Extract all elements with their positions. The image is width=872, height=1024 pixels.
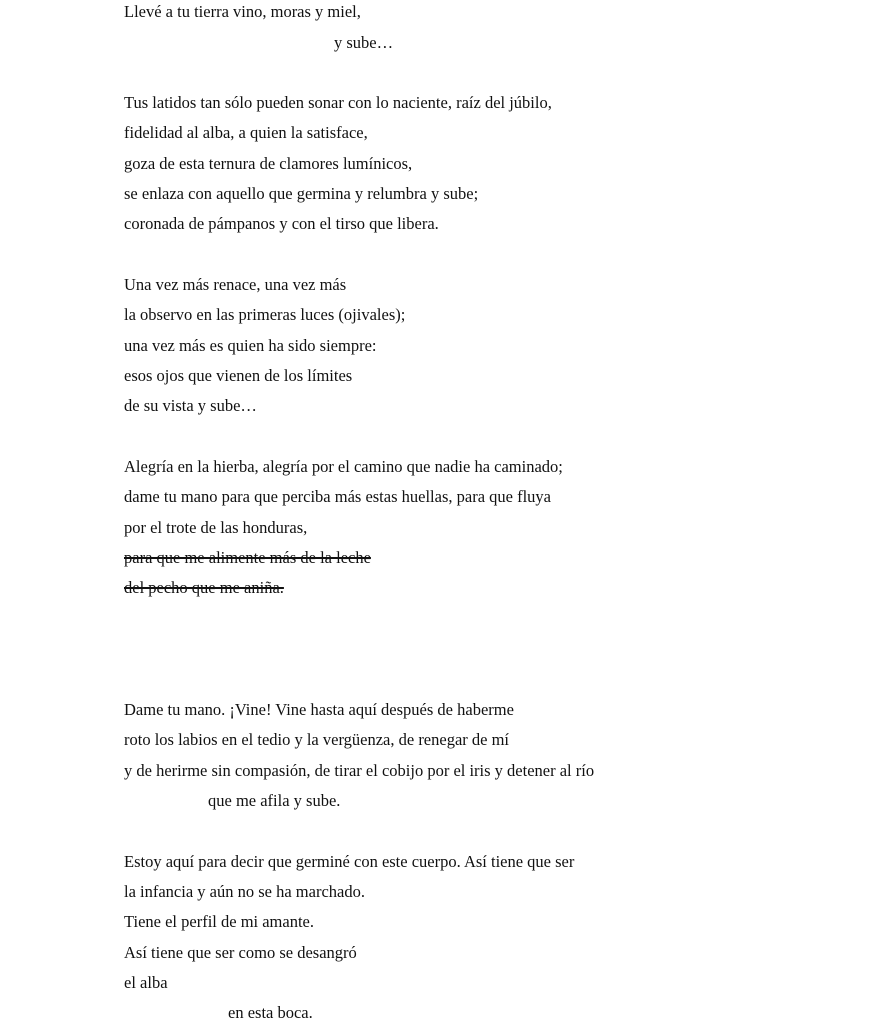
poem-line: goza de esta ternura de clamores lumínicos, bbox=[124, 154, 413, 173]
poem-line: Así tiene que ser como se desangró bbox=[124, 943, 357, 962]
poem-line: la observo en las primeras luces (ojivales); bbox=[124, 305, 406, 324]
poem-line: de su vista y sube… bbox=[124, 396, 257, 415]
poem-line: que me afila y sube. bbox=[208, 791, 341, 810]
poem-line: coronada de pámpanos y con el tirso que libera. bbox=[124, 214, 439, 233]
poem-line: una vez más es quien ha sido siempre: bbox=[124, 336, 377, 355]
poem-line: Dame tu mano. ¡Vine! Vine hasta aquí después de haberme bbox=[124, 700, 514, 719]
poem-line: la infancia y aún no se ha marchado. bbox=[124, 882, 365, 901]
poem-line: y de herirme sin compasión, de tirar el cobijo por el iris y detener al río bbox=[124, 761, 595, 780]
poem-line: Alegría en la hierba, alegría por el camino que nadie ha caminado; bbox=[124, 457, 563, 476]
poem-line: Una vez más renace, una vez más bbox=[124, 275, 347, 294]
poem-line: fidelidad al alba, a quien la satisface, bbox=[124, 123, 368, 142]
poem-line: dame tu mano para que perciba más estas huellas, para que fluya bbox=[124, 487, 551, 506]
poem-line: el alba bbox=[124, 973, 168, 992]
poem-line: Llevé a tu tierra vino, moras y miel, bbox=[124, 2, 361, 21]
poem-line: roto los labios en el tedio y la vergüenza, de renegar de mí bbox=[124, 730, 510, 749]
struck-poem-line: para que me alimente más de la leche bbox=[124, 548, 371, 567]
poem-line: se enlaza con aquello que germina y relumbra y sube; bbox=[124, 184, 479, 203]
poem-line: Tiene el perfil de mi amante. bbox=[124, 912, 314, 931]
poem-line: esos ojos que vienen de los límites bbox=[124, 366, 353, 385]
poem-line: Estoy aquí para decir que germiné con este cuerpo. Así tiene que ser bbox=[124, 852, 575, 871]
poem-line: y sube… bbox=[334, 33, 394, 52]
struck-poem-line: del pecho que me aniña. bbox=[124, 578, 284, 597]
poem-line: Tus latidos tan sólo pueden sonar con lo naciente, raíz del júbilo, bbox=[124, 93, 552, 112]
poem-line: por el trote de las honduras, bbox=[124, 518, 308, 537]
poem-line: en esta boca. bbox=[228, 1003, 313, 1022]
